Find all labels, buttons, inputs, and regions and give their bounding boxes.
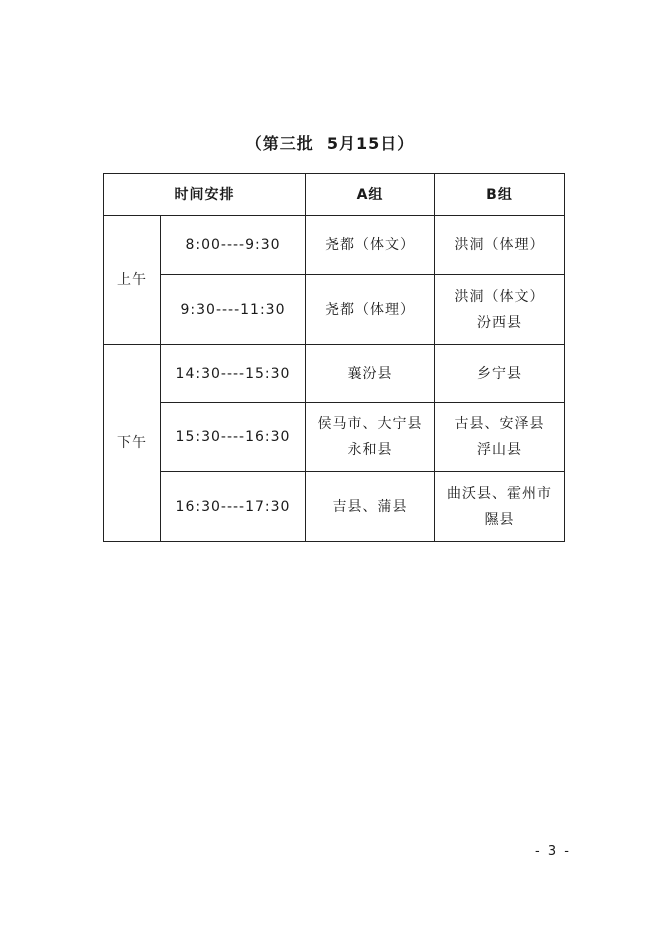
time-slot: 16:30----17:30 [161,472,306,542]
table-row [104,345,565,403]
cell-line: 汾西县 [477,314,522,331]
cell-line: 曲沃县、霍州市 [447,485,552,502]
header-group-b: B组 [435,174,565,216]
group-a-cell [306,472,435,542]
group-b-cell [435,275,565,345]
cell-line: 尧都（体理） [325,301,415,318]
time-slot: 15:30----16:30 [161,403,306,472]
group-a-cell [306,216,435,275]
table-row [104,216,565,275]
time-slot: 14:30----15:30 [161,345,306,403]
page-title: （第三批 5月15日） [245,134,415,153]
cell-line: 洪洞（体文） [454,288,545,305]
cell-line: 永和县 [347,442,393,458]
cell-line: 乡宁县 [477,365,522,382]
schedule-table [103,173,565,542]
page-number: - 3 - [535,844,571,859]
cell-line: 吉县、蒲县 [332,498,408,515]
time-slot: 8:00----9:30 [161,216,306,275]
cell-line: 古县、安泽县 [454,416,545,432]
table-row [104,403,565,472]
table-row [104,472,565,542]
group-b-cell [435,216,565,275]
cell-line: 浮山县 [477,442,522,458]
header-time: 时间安排 [104,174,306,216]
cell-line: 襄汾县 [347,365,393,382]
time-slot: 9:30----11:30 [161,275,306,345]
cell-line: 隰县 [484,511,515,528]
group-b-cell [435,345,565,403]
group-a-cell [306,403,435,472]
period-afternoon: 下午 [104,345,161,542]
cell-line: 侯马市、大宁县 [317,416,423,432]
cell-line: 洪洞（体理） [454,237,545,253]
group-b-cell [435,472,565,542]
group-b-cell [435,403,565,472]
header-group-a: A组 [306,174,435,216]
group-a-cell [306,345,435,403]
table-header-row [104,174,565,216]
table-row [104,275,565,345]
cell-line: 尧都（体文） [325,237,415,253]
period-morning: 上午 [104,216,161,345]
group-a-cell [306,275,435,345]
